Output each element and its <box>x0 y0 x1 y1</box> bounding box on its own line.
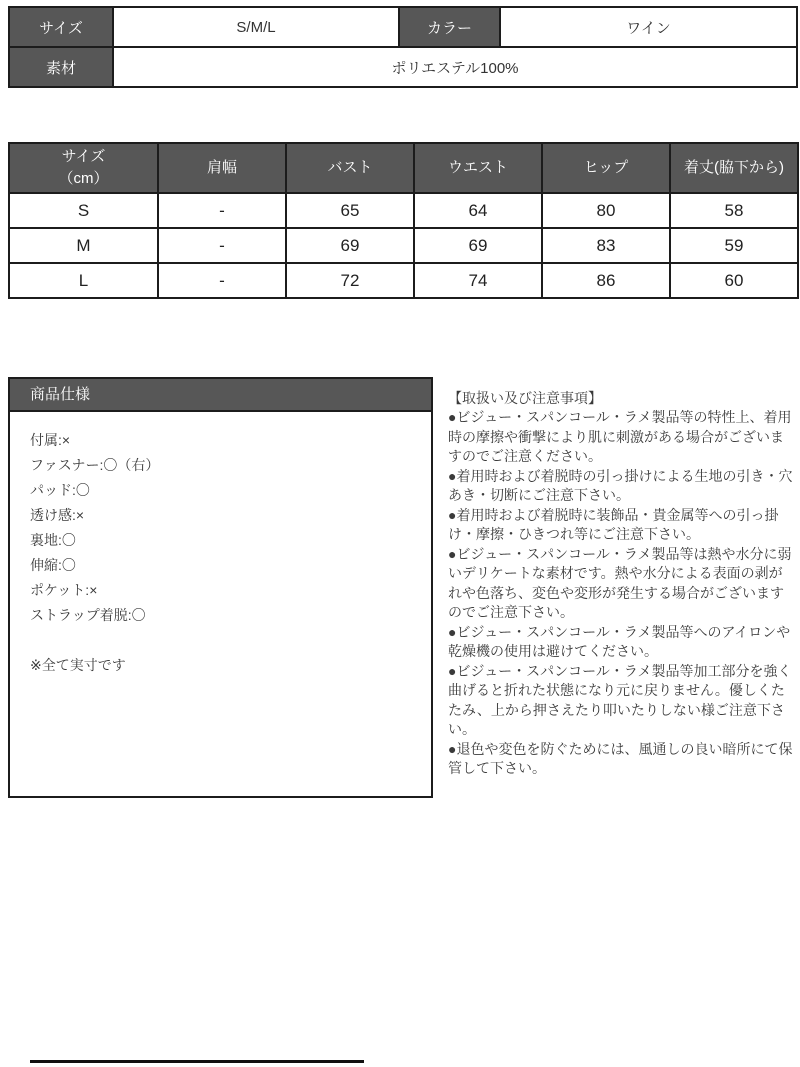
size-l-bust: 72 <box>286 263 414 298</box>
size-l-length: 60 <box>670 263 798 298</box>
size-l-waist: 74 <box>414 263 542 298</box>
care-note-item: ●着用時および着脱時に装飾品・貴金属等への引っ掛け・摩擦・ひきつれ等にご注意下さい。 <box>448 506 779 542</box>
table-row <box>9 7 797 47</box>
size-s-label: S <box>9 193 158 228</box>
material-label-cell: 素材 <box>9 47 113 87</box>
product-spec-table <box>8 6 798 88</box>
spec-box-title: 商品仕様 <box>10 379 431 412</box>
size-chart-header-size-line1: サイズ <box>61 148 106 165</box>
material-value-cell: ポリエステル100% <box>113 47 797 87</box>
size-chart-header-bust: バスト <box>286 143 414 193</box>
care-note-item: ●着用時および着脱時の引っ掛けによる生地の引き・穴あき・切断にご注意下さい。 <box>448 467 793 503</box>
care-note-item: ●退色や変色を防ぐためには、風通しの良い暗所にて保管して下さい。 <box>448 740 793 776</box>
size-chart-header-size <box>9 143 158 193</box>
size-s-bust: 65 <box>286 193 414 228</box>
spec-item-fastener: ファスナー:〇（右） <box>30 457 160 473</box>
size-m-label: M <box>9 228 158 263</box>
care-notes-title: 【取扱い及び注意事項】 <box>448 390 602 406</box>
size-s-hip: 80 <box>542 193 670 228</box>
size-chart-header-row <box>9 143 798 193</box>
table-row <box>9 193 798 228</box>
table-row <box>9 228 798 263</box>
size-chart-table <box>8 142 799 299</box>
spec-measurement-note: ※全て実寸です <box>30 657 126 673</box>
size-chart-header-size-line2: （cm） <box>58 170 109 187</box>
size-s-shoulder: - <box>158 193 286 228</box>
size-m-bust: 69 <box>286 228 414 263</box>
spec-item-stretch: 伸縮:〇 <box>30 557 76 573</box>
size-label-cell: サイズ <box>9 7 113 47</box>
spec-item-pad: パッド:〇 <box>30 482 90 498</box>
spec-item-strap: ストラップ着脱:〇 <box>30 607 146 623</box>
care-note-item: ●ビジュー・スパンコール・ラメ製品等は熱や水分に弱いデリケートな素材です。熱や水分による表面の剥がれや色落ち、変色や変形が発生する場合がございますのでご注意下さい。 <box>448 545 792 620</box>
table-row <box>9 263 798 298</box>
size-l-shoulder: - <box>158 263 286 298</box>
product-spec-box <box>8 377 433 798</box>
size-m-hip: 83 <box>542 228 670 263</box>
size-m-shoulder: - <box>158 228 286 263</box>
partial-divider-line <box>30 1060 364 1063</box>
spec-item-sheerness: 透け感:× <box>30 507 85 523</box>
size-l-hip: 86 <box>542 263 670 298</box>
color-label-cell: カラー <box>399 7 500 47</box>
size-value-cell: S/M/L <box>113 7 399 47</box>
color-value-cell: ワイン <box>500 7 797 47</box>
care-note-item: ●ビジュー・スパンコール・ラメ製品等の特性上、着用時の摩擦や衝撃により肌に刺激がある場合がございますのでご注意ください。 <box>448 409 792 464</box>
spec-item-accessory: 付属:× <box>30 432 71 448</box>
size-chart-header-waist: ウエスト <box>414 143 542 193</box>
table-row <box>9 47 797 87</box>
care-notes <box>448 388 795 779</box>
size-s-waist: 64 <box>414 193 542 228</box>
size-chart-header-hip: ヒップ <box>542 143 670 193</box>
care-note-item: ●ビジュー・スパンコール・ラメ製品等へのアイロンや乾燥機の使用は避けてください。 <box>448 623 791 659</box>
size-s-length: 58 <box>670 193 798 228</box>
size-chart-header-shoulder: 肩幅 <box>158 143 286 193</box>
size-m-length: 59 <box>670 228 798 263</box>
spec-box-content <box>10 412 431 694</box>
spec-item-pocket: ポケット:× <box>30 582 98 598</box>
size-l-label: L <box>9 263 158 298</box>
size-m-waist: 69 <box>414 228 542 263</box>
spec-item-lining: 裏地:〇 <box>30 532 76 548</box>
size-chart-header-length: 着丈(脇下から) <box>670 143 798 193</box>
care-note-item: ●ビジュー・スパンコール・ラメ製品等加工部分を強く曲げると折れた状態になり元に戻りません。優しくたたみ、上から押さえたり叩いたりしない様ご注意下さい。 <box>448 662 792 737</box>
